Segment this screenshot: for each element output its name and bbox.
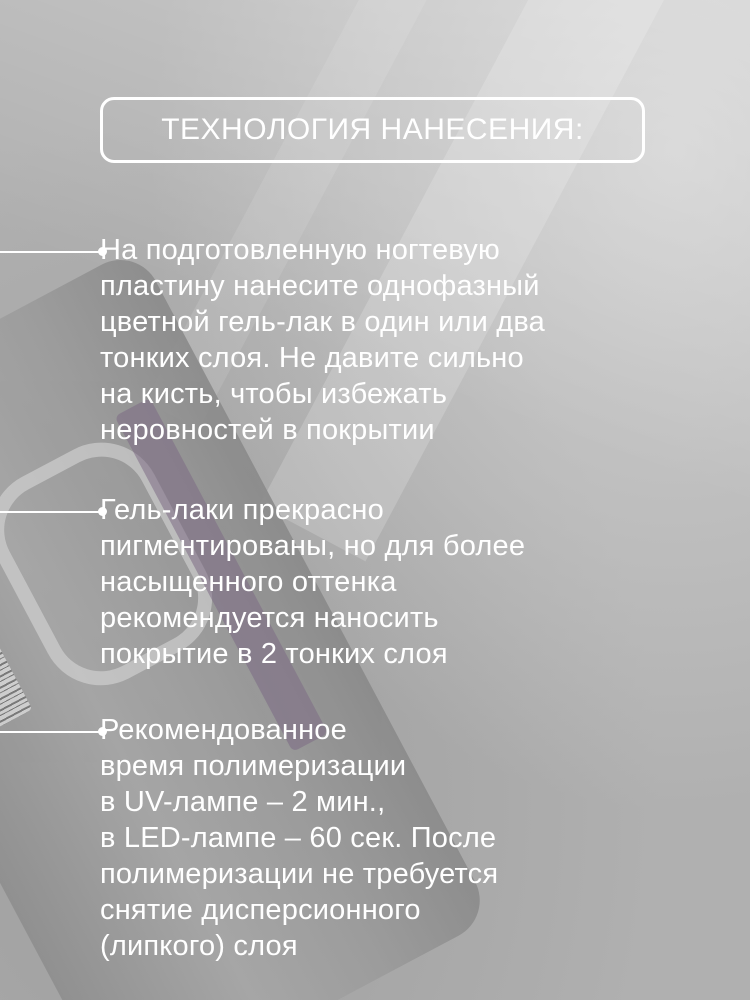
instruction-text: Рекомендованное время полимеризации в UV-лампе – 2 мин., в LED-лампе – 60 сек. После полимеризации не требуется снятие дисперсионного (липкого) слоя	[100, 714, 499, 962]
bullet-line	[0, 251, 100, 253]
page-title: ТЕХНОЛОГИЯ НАНЕСЕНИЯ:	[161, 113, 584, 146]
title-frame	[100, 97, 645, 163]
bullet-line	[0, 511, 100, 513]
instruction-text: Гель-лаки прекрасно пигментированы, но для более насыщенного оттенка рекомендуется наносить покрытие в 2 тонких слоя	[100, 494, 526, 670]
instruction-text: На подготовленную ногтевую пластину нанесите однофазный цветной гель-лак в один или два тонких слоя. Не давите сильно на кисть, чтобы избежать неровностей в покрытии	[100, 234, 545, 446]
bullet-line	[0, 731, 100, 733]
